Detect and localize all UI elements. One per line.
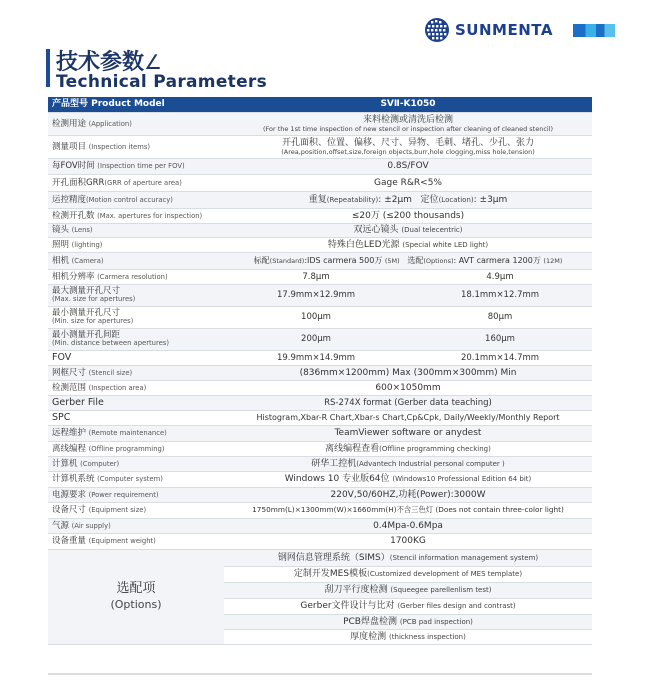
model-row [48,97,592,113]
label-inspection-items: 测量项目 (Inspection items) [48,136,224,159]
row-motion [48,192,592,209]
value-max-apertures: ≤20万 (≤200 thousands) [224,209,592,224]
options-label-en: (Options) [110,598,162,612]
application-cn: 来料检测或清洗后检测 [363,114,454,125]
value-computer-system: Windows 10 专业版64位 (Windows10 Professional Edition 64 bit) [224,472,592,488]
row-air [48,519,592,534]
value-min-distance-a: 200μm [224,329,408,351]
row-camera [48,253,592,270]
title-english: Technical Parameters [56,72,268,92]
option-item: 厚度检测 (thickness inspection) [224,630,592,645]
row-power [48,488,592,503]
label-computer: 计算机 (Computer) [48,457,224,472]
option-item: PCB焊盘检测 (PCB pad inspection) [224,615,592,630]
value-min-distance-b: 160μm [408,329,592,351]
row-max-apertures [48,209,592,224]
globe-grid-icon [424,17,450,43]
value-offline: 离线编程查看(Offline programming checking) [224,442,592,457]
value-time-fov: 0.8S/FOV [224,159,592,175]
options-row [48,550,592,567]
label-inspection-area: 检测范围 (Inspection area) [48,381,224,396]
row-remote [48,426,592,442]
value-stencil-size: (836mm×1200mm) Max (300mm×300mm) Min [224,366,592,381]
value-remote: TeamViewer software or anydest [224,426,592,442]
value-inspection-items [224,136,592,159]
value-camera: 标配(Standard):IDS carmera 500万 (5M) 选配(Options): AVT carmera 1200万 (12M) [224,253,592,270]
row-min-distance [48,329,592,351]
label-fov: FOV [48,351,224,366]
value-grr: Gage R&R<5% [224,175,592,192]
row-spc [48,411,592,426]
value-air: 0.4Mpa-0.6Mpa [224,519,592,534]
inspection-items-cn: 开孔面积、位置、偏移、尺寸、异物、毛刺、堵孔、少孔、张力 [282,137,535,148]
angle-icon: ∠ [144,50,162,74]
label-lens: 镜头 (Lens) [48,224,224,238]
model-label: 产品型号 Product Model [48,97,224,113]
row-stencil-size [48,366,592,381]
row-weight [48,534,592,550]
label-camera: 相机 (Camera) [48,253,224,270]
inspection-items-en: (Area,position,offset,size,foreign objects,burr,hole clogging,miss hole,tension) [281,147,535,156]
bottom-divider [48,673,592,675]
row-offline [48,442,592,457]
label-spc: SPC [48,411,224,426]
value-weight: 1700KG [224,534,592,550]
label-min-distance: 最小测量开孔间距 (Min. distance between apertures) [48,329,224,351]
label-max-size: 最大测量开孔尺寸 (Max. size for apertures) [48,285,224,307]
label-resolution: 相机分辨率 (Carmera resolution) [48,270,224,285]
label-min-size: 最小测量开孔尺寸 (Min. size for apertures) [48,307,224,329]
application-en: (For the 1st time inspection of new stencil or inspection after cleaning of cleaned stencil) [262,124,554,133]
row-inspection-area [48,381,592,396]
value-lighting: 特殊白色LED光源 (Special white LED light) [224,238,592,253]
value-fov-a: 19.9mm×14.9mm [224,351,408,366]
label-grr: 开孔面积GRR(GRR of aperture area) [48,175,224,192]
options-label-cn: 选配项 [116,581,156,597]
value-application [224,113,592,136]
value-inspection-area: 600×1050mm [224,381,592,396]
spec-table [48,97,592,645]
brand-badge-icon [573,24,615,37]
row-time-fov [48,159,592,175]
option-item: Gerber文件设计与比对 (Gerber files design and contrast) [224,599,592,615]
option-item: 钢网信息管理系统（SIMS）(Stencil information management system) [224,550,592,567]
title-cn-text: 技术参数 [56,50,145,75]
options-label [48,550,224,645]
option-item: 刮刀平行度检测 (Squeegee parellenlism test) [224,583,592,599]
label-weight: 设备重量 (Equipment weight) [48,534,224,550]
model-value: SVⅡ-K1050 [224,97,592,113]
row-fov [48,351,592,366]
value-min-size-b: 80μm [408,307,592,329]
row-computer-system [48,472,592,488]
label-time-fov: 每FOV时间 (Inspection time per FOV) [48,159,224,175]
label-power: 电源要求 (Power requirement) [48,488,224,503]
label-equipment-size: 设备尺寸 (Equipment size) [48,503,224,519]
label-remote: 远程维护 (Remote maintenance) [48,426,224,442]
row-application [48,113,592,136]
brand-name: SUNMENTA [455,21,553,39]
row-lighting [48,238,592,253]
label-max-apertures: 检测开孔数 (Max. apertures for inspection) [48,209,224,224]
value-resolution-b: 4.9μm [408,270,592,285]
row-max-size [48,285,592,307]
value-motion: 重复(Repeatability): ±2μm 定位(Location): ±3μm [224,192,592,209]
row-equipment-size [48,503,592,519]
value-computer: 研华工控机(Advantech Industrial personal computer ) [224,457,592,472]
row-computer [48,457,592,472]
value-fov-b: 20.1mm×14.7mm [408,351,592,366]
value-max-size-b: 18.1mm×12.7mm [408,285,592,307]
label-motion: 运控精度(Motion control accuracy) [48,192,224,209]
label-stencil-size: 网框尺寸 (Stencil size) [48,366,224,381]
value-lens: 双远心镜头 (Dual telecentric) [224,224,592,238]
value-resolution-a: 7.8μm [224,270,408,285]
label-computer-system: 计算机系统 (Computer system) [48,472,224,488]
label-lighting: 照明 (lighting) [48,238,224,253]
value-power: 220V,50/60HZ,功耗(Power):3000W [224,488,592,503]
option-item: 定制开发MES模板(Customized development of MES template) [224,567,592,583]
label-application: 检测用途 (Application) [48,113,224,136]
label-offline: 离线编程 (Offline programming) [48,442,224,457]
row-lens [48,224,592,238]
value-spc: Histogram,Xbar-R Chart,Xbar-s Chart,Cp&Cpk, Daily/Weekly/Monthly Report [224,411,592,426]
row-grr [48,175,592,192]
value-gerber: RS-274X format (Gerber data teaching) [224,396,592,411]
value-equipment-size: 1750mm(L)×1300mm(W)×1660mm(H)不含三色灯 (Does not contain three-color light) [224,503,592,519]
value-max-size-a: 17.9mm×12.9mm [224,285,408,307]
title-accent-bar [46,49,50,87]
label-gerber: Gerber File [48,396,224,411]
row-min-size [48,307,592,329]
value-min-size-a: 100μm [224,307,408,329]
brand-logo [424,16,615,44]
row-resolution [48,270,592,285]
row-gerber [48,396,592,411]
row-inspection-items [48,136,592,159]
label-air: 气源 (Air supply) [48,519,224,534]
